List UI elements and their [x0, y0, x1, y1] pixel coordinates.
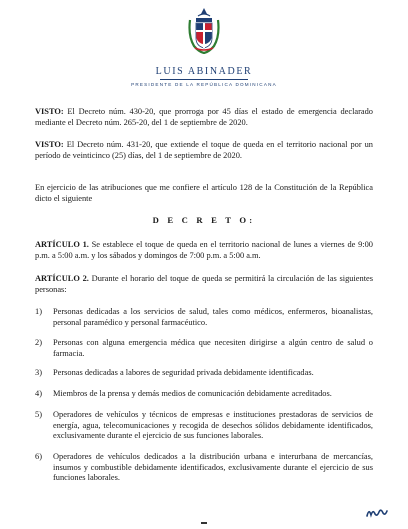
visto-text: El Decreto núm. 431-20, que extiende el toque de queda en el territorio nacional por un período de veinticinco (25) días, del 1 de septiembre de 2020. — [35, 140, 373, 160]
list-text: Personas con alguna emergencia médica que necesiten dirigirse a algún centro de salud o farmacia. — [53, 338, 373, 358]
president-name: LUIS ABINADER — [155, 66, 253, 77]
page-number-mark — [201, 522, 207, 524]
list-text: Operadores de vehículos dedicados a la distribución urbana e interurbana de mercancías, insumos y combustible debidamente identificados, exclusivamente durante el ejercicio de sus funciones laborales. — [53, 452, 373, 483]
list-number: 6) — [35, 452, 42, 461]
coat-of-arms-icon — [186, 6, 222, 54]
articulo-1-paragraph — [35, 240, 373, 261]
list-text: Operadores de vehículos y técnicos de empresas e instituciones prestadoras de servicios de energía, agua, telecomunicaciones y recogida de desechos sólidos debidamente identificados, exclusivamente durante el ejercicio de sus funciones laborales. — [53, 410, 373, 441]
list-item — [35, 389, 373, 400]
list-text: Miembros de la prensa y demás medios de comunicación debidamente acreditados. — [53, 389, 332, 398]
decreto-heading: D E C R E T O: — [152, 215, 256, 225]
header-divider — [160, 79, 248, 80]
list-number: 3) — [35, 368, 42, 377]
president-title: PRESIDENTE DE LA REPÚBLICA DOMINICANA — [131, 82, 277, 87]
visto-paragraph-2 — [35, 140, 373, 161]
preamble-paragraph: En ejercicio de las atribuciones que me confiere el artículo 128 de la Constitución de la República dicto el siguiente — [35, 183, 373, 203]
list-item — [35, 307, 373, 328]
articulo-2-paragraph — [35, 274, 373, 295]
list-item — [35, 410, 373, 442]
list-number: 2) — [35, 338, 42, 347]
list-number: 1) — [35, 307, 42, 316]
articulo-label: ARTÍCULO 1. — [35, 240, 89, 249]
list-number: 4) — [35, 389, 42, 398]
articulo-text: Se establece el toque de queda en el territorio nacional de lunes a viernes de 9:00 p.m. a 5:00 a.m. y los sábados y domingos de 7:00 p.m. a 5:00 a.m. — [35, 240, 373, 260]
visto-label: VISTO: — [35, 107, 64, 116]
list-text: Personas dedicadas a los servicios de salud, tales como médicos, enfermeros, bioanalistas, personal paramédico y personal farmacéutico. — [53, 307, 373, 327]
visto-label: VISTO: — [35, 140, 64, 149]
articulo-text: Durante el horario del toque de queda se permitirá la circulación de las siguientes personas: — [35, 274, 374, 294]
signature-initials-icon — [366, 505, 388, 519]
visto-paragraph-1 — [35, 107, 373, 128]
visto-text: El Decreto núm. 430-20, que prorroga por 45 días el estado de emergencia declarado mediante el Decreto núm. 265-20, del 1 de septiembre de 2020. — [35, 107, 373, 127]
articulo-label: ARTÍCULO 2. — [35, 274, 89, 283]
list-item — [35, 452, 373, 484]
list-item — [35, 338, 373, 359]
list-item — [35, 368, 373, 379]
list-number: 5) — [35, 410, 42, 419]
list-text: Personas dedicadas a labores de seguridad privada debidamente identificadas. — [53, 368, 314, 377]
